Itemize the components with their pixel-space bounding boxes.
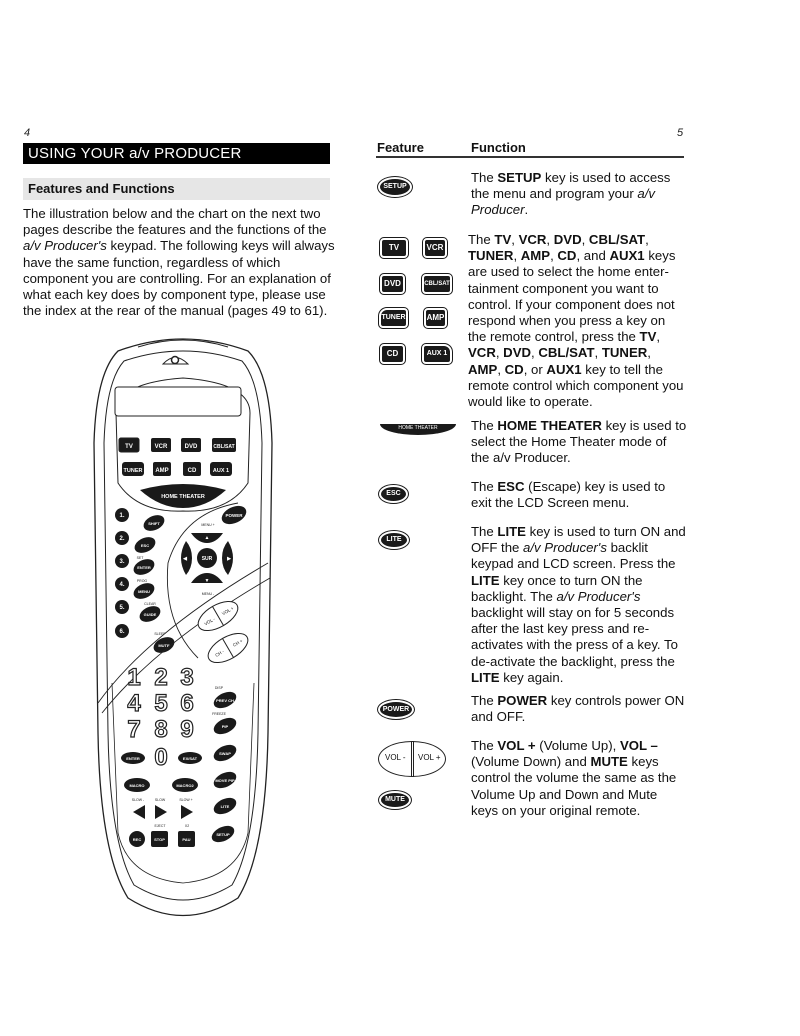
svg-text:AMP: AMP: [155, 468, 169, 474]
vol-minus-key-icon: VOL -: [385, 753, 406, 762]
svg-text:SLOW +: SLOW +: [179, 798, 193, 802]
power-key-icon: POWER: [378, 700, 414, 719]
svg-text:ESC: ESC: [140, 543, 150, 548]
section-heading: Features and Functions: [23, 178, 330, 200]
svg-text:SHIFT: SHIFT: [148, 521, 160, 526]
svg-text:MENU -: MENU -: [201, 592, 215, 596]
setup-key-icon: SETUP: [378, 177, 412, 197]
svg-text:CH +: CH +: [232, 638, 244, 648]
column-header-feature: Feature: [377, 140, 424, 155]
svg-text:SUR: SUR: [201, 556, 213, 562]
svg-text:PREV CH: PREV CH: [216, 698, 234, 703]
svg-text:3.: 3.: [119, 559, 125, 565]
chapter-title: USING YOUR a/v PRODUCER: [23, 143, 330, 164]
svg-text:STOP: STOP: [154, 837, 165, 842]
lite-key-icon: LITE: [379, 531, 409, 549]
svg-text:0: 0: [154, 744, 168, 771]
header-divider: [376, 156, 684, 158]
svg-text:VOL +: VOL +: [221, 605, 235, 617]
volume-mute-description: The VOL + (Volume Up), VOL – (Volume Down) and MUTE keys control the volume the same as the Volume Up and Down and Mute keys on your original remote.: [471, 738, 677, 818]
svg-text:FREEZE: FREEZE: [212, 712, 226, 716]
svg-text:VCR: VCR: [154, 444, 168, 450]
svg-text:PIP: PIP: [221, 724, 229, 729]
device-keys-description: The TV, VCR, DVD, CBL/SAT, TUNER, AMP, CD, and AUX1 keys are used to select the home enter-tainment component you want to control. If your component does not respond when you press a key on the remote control, press the TV, VCR, DVD, CBL/SAT, TUNER, AMP, CD, or AUX1 key to tell the remote control which component you would like to operate.: [468, 232, 684, 410]
svg-text:4.: 4.: [119, 582, 125, 588]
svg-text:◀: ◀: [183, 556, 187, 562]
svg-text:SETUP: SETUP: [216, 832, 230, 837]
svg-text:VOL -: VOL -: [203, 616, 216, 627]
volume-key-pill: [378, 741, 446, 777]
svg-text:PAU: PAU: [182, 837, 191, 842]
svg-text:▼: ▼: [204, 578, 210, 584]
svg-text:GUIDE: GUIDE: [143, 612, 157, 617]
svg-text:TUNER: TUNER: [123, 468, 143, 474]
svg-text:▶: ▶: [227, 556, 231, 562]
svg-text:ENTER: ENTER: [126, 756, 140, 761]
svg-text:PROG: PROG: [136, 579, 148, 583]
svg-text:5: 5: [154, 690, 168, 717]
svg-text:2: 2: [154, 664, 168, 691]
svg-text:CD: CD: [187, 468, 197, 474]
setup-description: The SETUP key is used to access the menu and program your a/v Producer.: [471, 170, 671, 218]
power-description: The POWER key controls power ON and OFF.: [471, 693, 685, 725]
svg-text:7: 7: [127, 716, 141, 743]
cd-key-icon: CD: [380, 344, 405, 364]
vcr-key-icon: VCR: [423, 238, 447, 258]
vol-plus-key-icon: VOL +: [418, 753, 441, 762]
page-number-left: 4: [24, 127, 31, 139]
dvd-key-icon: DVD: [380, 274, 405, 294]
svg-text:4: 4: [127, 690, 141, 717]
svg-text:SET: SET: [136, 556, 144, 560]
svg-text:5.: 5.: [119, 605, 125, 611]
svg-text:6: 6: [180, 690, 194, 717]
cbl-sat-key-icon: CBL/SAT: [422, 274, 452, 294]
svg-text:CH -: CH -: [214, 648, 225, 658]
svg-text:SLEEP: SLEEP: [154, 632, 166, 636]
svg-text:MOVE PIP: MOVE PIP: [215, 778, 235, 783]
svg-text:ENTER: ENTER: [137, 565, 151, 570]
svg-text:HOME THEATER: HOME THEATER: [161, 494, 205, 500]
svg-text:DISP: DISP: [214, 686, 224, 690]
svg-text:EX/SAT: EX/SAT: [182, 756, 198, 761]
svg-text:CBL/SAT: CBL/SAT: [213, 444, 235, 450]
svg-text:MENU: MENU: [138, 589, 150, 594]
svg-text:MENU +: MENU +: [201, 523, 215, 527]
tv-key-icon: TV: [380, 238, 408, 258]
remote-control-illustration: [88, 333, 278, 923]
intro-paragraph: The illustration below and the chart on the next two pages describe the features and the functions of the a/v Producer's keypad. The following keys will always have the same function, regardless of which component you are controlling. For an explanation of what each key does by component type, please use the index at the rear of the manual (pages 49 to 61).: [23, 206, 335, 319]
mute-key-icon: MUTE: [379, 791, 411, 809]
esc-description: The ESC (Escape) key is used to exit the LCD Screen menu.: [471, 479, 666, 511]
svg-text:MUTE: MUTE: [158, 643, 170, 648]
svg-text:6.: 6.: [119, 629, 125, 635]
svg-text:SLOW: SLOW: [154, 798, 166, 802]
svg-text:1: 1: [127, 664, 141, 691]
svg-text:REC: REC: [132, 837, 142, 842]
svg-text:SWAP: SWAP: [219, 751, 231, 756]
svg-text:1.: 1.: [119, 513, 125, 519]
svg-text:EJECT: EJECT: [154, 824, 166, 828]
svg-text:▲: ▲: [204, 535, 210, 541]
lite-description: The LITE key is used to turn ON and OFF the a/v Producer's backlit keypad and LCD screen. Press the LITE key once to turn ON the backlight. The a/v Producer's backlight will stay on for 5 seconds after the last key press and re-activates with the press of a key. To de-activate the backlight, press the LITE key again.: [471, 524, 686, 685]
home-theater-key-icon: HOME THEATER: [380, 424, 456, 435]
svg-text:8: 8: [154, 716, 168, 743]
svg-text:SLOW -: SLOW -: [131, 798, 145, 802]
svg-text:LITE: LITE: [220, 804, 230, 809]
esc-key-icon: ESC: [379, 485, 408, 503]
svg-text:X2: X2: [184, 824, 190, 828]
svg-text:AUX 1: AUX 1: [212, 468, 230, 474]
svg-text:CLEAR: CLEAR: [144, 602, 156, 606]
volume-key-divider: [411, 741, 414, 777]
svg-text:POWER: POWER: [225, 513, 243, 518]
svg-text:9: 9: [180, 716, 194, 743]
amp-key-icon: AMP: [424, 308, 447, 328]
svg-text:2.: 2.: [119, 536, 125, 542]
column-header-function: Function: [471, 140, 526, 155]
svg-text:MACRO2: MACRO2: [176, 783, 194, 788]
svg-text:3: 3: [180, 664, 194, 691]
svg-text:MACRO: MACRO: [129, 783, 145, 788]
svg-text:DVD: DVD: [184, 444, 198, 450]
svg-text:TV: TV: [125, 444, 133, 450]
aux1-key-icon: AUX 1: [422, 344, 452, 364]
home-theater-description: The HOME THEATER key is used to select the Home Theater mode of the a/v Producer.: [471, 418, 687, 466]
tuner-key-icon: TUNER: [379, 308, 408, 328]
page-number-right: 5: [677, 127, 684, 139]
